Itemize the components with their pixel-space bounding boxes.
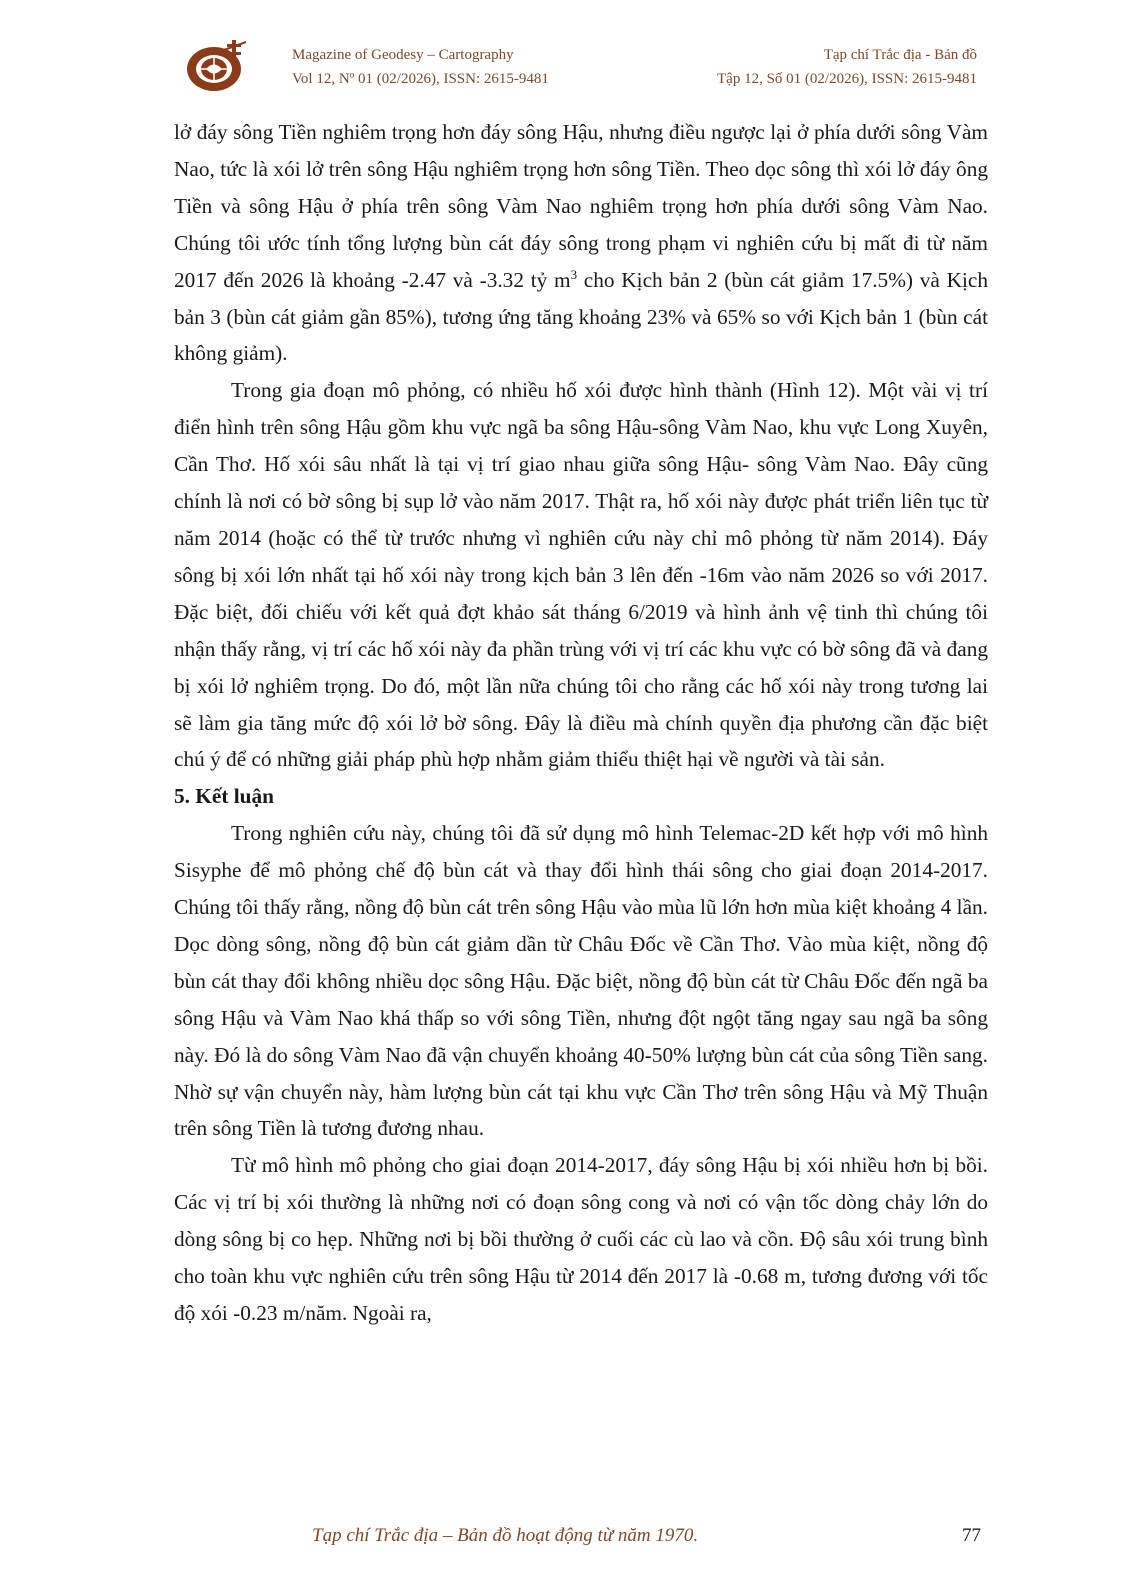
paragraph-1-text-b: cho Kịch bản 2 (bùn cát giảm 17.5%) và Kịch bản 3 (bùn cát giảm gần 85%), tương ứng tăng khoảng 23% và 65% so với Kịch bản 1 (bùn cát không giảm). bbox=[174, 267, 988, 366]
paragraph-4: Từ mô hình mô phỏng cho giai đoạn 2014-2017, đáy sông Hậu bị xói nhiều hơn bị bồi. Các vị trí bị xói thường là những nơi có đoạn sông cong và nơi có vận tốc dòng chảy lớn do dòng sông bị co hẹp. Những nơi bị bồi thường ở cuối các cù lao và cồn. Độ sâu xói trung bình cho toàn khu vực nghiên cứu trên sông Hậu từ 2014 đến 2017 là -0.68 m, tương đương với tốc độ xói -0.23 m/năm. Ngoài ra, bbox=[174, 1153, 988, 1325]
journal-title-vi: Tạp chí Trắc địa - Bản đồ bbox=[823, 47, 977, 63]
journal-logo-icon bbox=[184, 38, 252, 94]
journal-volume-en: Vol 12, Nº 01 (02/2026), ISSN: 2615-9481 bbox=[292, 71, 549, 87]
journal-volume-vi: Tập 12, Số 01 (02/2026), ISSN: 2615-9481 bbox=[717, 71, 977, 87]
journal-title-en: Magazine of Geodesy – Cartography bbox=[292, 47, 514, 63]
header-right bbox=[717, 43, 977, 91]
section-heading-conclusion: 5. Kết luận bbox=[174, 784, 274, 809]
paragraph-2: Trong gia đoạn mô phỏng, có nhiều hố xói được hình thành (Hình 12). Một vài vị trí điển hình trên sông Hậu gồm khu vực ngã ba sông Hậu-sông Vàm Nao, khu vực Long Xuyên, Cần Thơ. Hố xói sâu nhất là tại vị trí giao nhau giữa sông Hậu- sông Vàm Nao. Đây cũng chính là nơi có bờ sông bị sụp lở vào năm 2017. Thật ra, hố xói này được phát triển liên tục từ năm 2014 (hoặc có thể từ trước nhưng vì nghiên cứu này chỉ mô phỏng từ năm 2014). Đáy sông bị xói lớn nhất tại hố xói này trong kịch bản 3 lên đến -16m vào năm 2026 so với 2017. Đặc biệt, đối chiếu với kết quả đợt khảo sát tháng 6/2019 và hình ảnh vệ tinh thì chúng tôi nhận thấy rằng, vị trí các hố xói này đa phần trùng với vị trí các khu vực có bờ sông đã và đang bị xói lở nghiêm trọng. Do đó, một lần nữa chúng tôi cho rằng các hố xói này trong tương lai sẽ làm gia tăng mức độ xói lở bờ sông. Đây là điều mà chính quyền địa phương cần đặc biệt chú ý để có những giải pháp phù hợp nhằm giảm thiểu thiệt hại về người và tài sản. bbox=[174, 378, 988, 772]
article-body bbox=[174, 114, 988, 1332]
header-left bbox=[292, 43, 549, 91]
superscript-3: 3 bbox=[570, 266, 578, 282]
page-number: 77 bbox=[962, 1525, 981, 1546]
paragraph-1 bbox=[174, 114, 988, 372]
paragraph-1-text-a: lở đáy sông Tiền nghiêm trọng hơn đáy sông Hậu, nhưng điều ngược lại ở phía dưới sông Vàm Nao, tức là xói lở trên sông Hậu nghiêm trọng hơn sông Tiền. Theo dọc sông thì xói lở đáy ông Tiền và sông Hậu ở phía trên sông Vàm Nao nghiêm trọng hơn phía dưới sông Vàm Nao. Chúng tôi ước tính tổng lượng bùn cát đáy sông trong phạm vi nghiên cứu bị mất đi từ năm 2017 đến 2026 là khoảng -2.47 và -3.32 tỷ m bbox=[174, 120, 988, 292]
footer-text: Tạp chí Trắc địa – Bản đồ hoạt động từ năm 1970. bbox=[312, 1525, 699, 1546]
paragraph-3: Trong nghiên cứu này, chúng tôi đã sử dụng mô hình Telemac-2D kết hợp với mô hình Sisyphe để mô phỏng chế độ bùn cát và thay đổi hình thái sông cho giai đoạn 2014-2017. Chúng tôi thấy rằng, nồng độ bùn cát trên sông Hậu vào mùa lũ lớn hơn mùa kiệt khoảng 4 lần. Dọc dòng sông, nồng độ bùn cát giảm dần từ Châu Đốc về Cần Thơ. Vào mùa kiệt, nồng độ bùn cát thay đổi không nhiều dọc sông Hậu. Đặc biệt, nồng độ bùn cát từ Châu Đốc đến ngã ba sông Hậu và Vàm Nao khá thấp so với sông Tiền, nhưng đột ngột tăng ngay sau ngã ba sông này. Đó là do sông Vàm Nao đã vận chuyển khoảng 40-50% lượng bùn cát của sông Tiền sang. Nhờ sự vận chuyển này, hàm lượng bùn cát tại khu vực Cần Thơ trên sông Hậu và Mỹ Thuận trên sông Tiền là tương đương nhau. bbox=[174, 821, 988, 1141]
